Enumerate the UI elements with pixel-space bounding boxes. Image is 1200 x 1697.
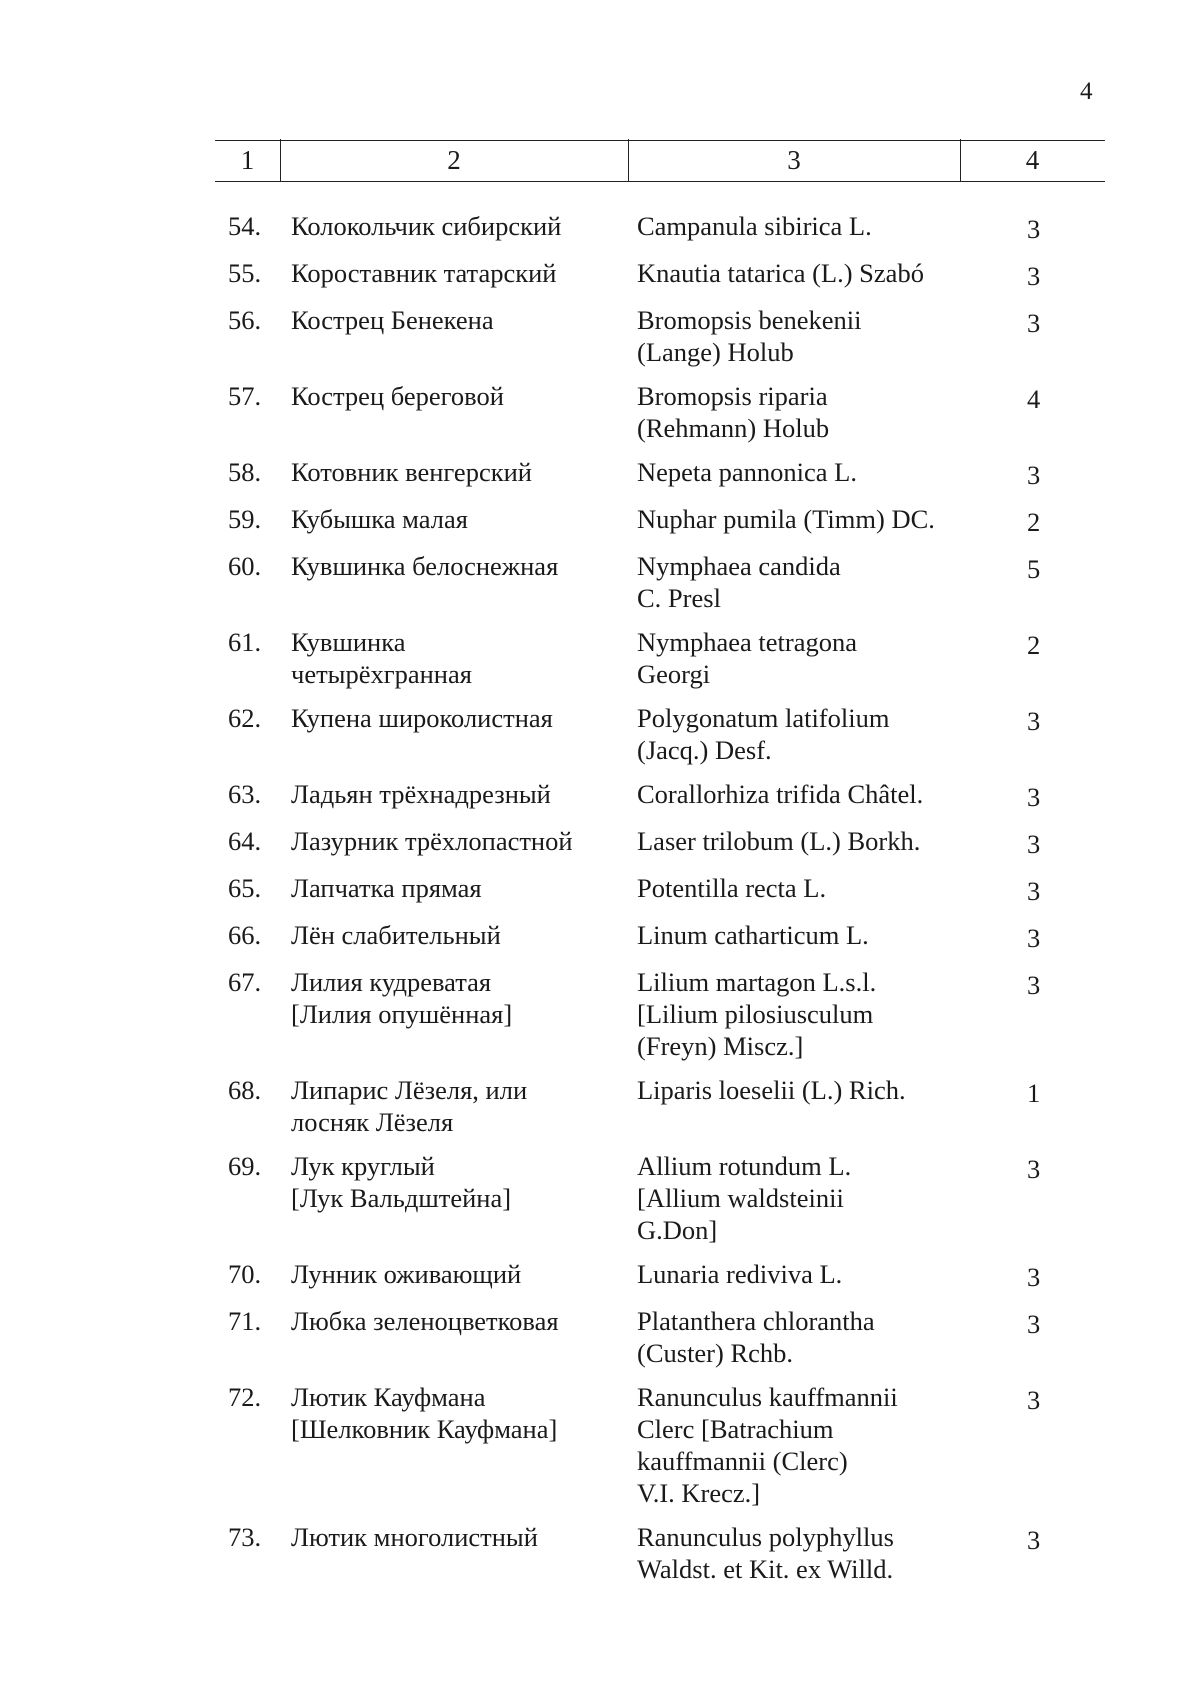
- column-header-3: 3: [787, 145, 801, 175]
- category: 3: [1027, 782, 1041, 812]
- table-row: [228, 1258, 1108, 1293]
- category: 5: [1027, 554, 1041, 584]
- table-row: [228, 919, 1108, 954]
- latin-name: Ranunculus kauffmannii Clerc [Batrachium kauffmannii (Clerc) V.I. Krecz.]: [637, 1382, 898, 1508]
- row-number: 62.: [228, 703, 262, 733]
- category: 3: [1027, 214, 1041, 244]
- row-number: 66.: [228, 920, 262, 950]
- russian-name: Короставник татарский: [291, 258, 557, 288]
- table-row: [228, 1074, 1108, 1138]
- row-number: 59.: [228, 504, 262, 534]
- latin-name: Allium rotundum L. [Allium waldsteinii G.Don]: [637, 1151, 852, 1245]
- row-number: 60.: [228, 551, 262, 581]
- table-row: [228, 778, 1108, 813]
- table-row: [228, 1150, 1108, 1246]
- row-number: 55.: [228, 258, 262, 288]
- latin-name: Lunaria rediviva L.: [637, 1259, 843, 1289]
- latin-name: Bromopsis riparia (Rehmann) Holub: [637, 381, 830, 443]
- latin-name: Corallorhiza trifida Châtel.: [637, 779, 924, 809]
- russian-name: Кострец Бенекена: [291, 305, 494, 335]
- latin-name: Laser trilobum (L.) Borkh.: [637, 826, 921, 856]
- row-number: 64.: [228, 826, 262, 856]
- table-row: [228, 456, 1108, 491]
- table-row: [228, 210, 1108, 245]
- table-row: [228, 380, 1108, 444]
- category: 3: [1027, 876, 1041, 906]
- russian-name: Лилия кудреватая [Лилия опушённая]: [291, 967, 513, 1029]
- table-row: [228, 550, 1108, 614]
- category: 3: [1027, 1154, 1041, 1184]
- row-number: 72.: [228, 1382, 262, 1412]
- russian-name: Кувшинка четырёхгранная: [291, 627, 472, 689]
- latin-name: Nymphaea candida C. Presl: [637, 551, 841, 613]
- table-row: [228, 626, 1108, 690]
- page-number: 4: [1080, 78, 1093, 105]
- russian-name: Купена широколистная: [291, 703, 553, 733]
- category: 1: [1027, 1078, 1041, 1108]
- column-header-1: 1: [240, 145, 255, 175]
- column-header-2: 2: [447, 145, 461, 175]
- russian-name: Лунник оживающий: [291, 1259, 522, 1289]
- russian-name: Лазурник трёхлопастной: [291, 826, 573, 856]
- table-row: [228, 1381, 1108, 1509]
- table-row: [228, 257, 1108, 292]
- latin-name: Nuphar pumila (Timm) DC.: [637, 504, 935, 534]
- category: 4: [1027, 384, 1041, 414]
- russian-name: Кубышка малая: [291, 504, 468, 534]
- row-number: 67.: [228, 967, 262, 997]
- category: 3: [1027, 1525, 1041, 1555]
- latin-name: Nepeta pannonica L.: [637, 457, 857, 487]
- table-row: [228, 872, 1108, 907]
- table-row: [228, 702, 1108, 766]
- table-row: [228, 503, 1108, 538]
- category: 3: [1027, 308, 1041, 338]
- latin-name: Bromopsis benekenii (Lange) Holub: [637, 305, 862, 367]
- latin-name: Polygonatum latifolium (Jacq.) Desf.: [637, 703, 890, 765]
- row-number: 71.: [228, 1306, 262, 1336]
- latin-name: Potentilla recta L.: [637, 873, 827, 903]
- row-number: 61.: [228, 627, 262, 657]
- species-table-body: [228, 210, 1108, 1597]
- russian-name: Лён слабительный: [291, 920, 501, 950]
- latin-name: Ranunculus polyphyllus Waldst. et Kit. ex Willd.: [637, 1522, 894, 1584]
- latin-name: Campanula sibirica L.: [637, 211, 872, 241]
- category: 3: [1027, 1309, 1041, 1339]
- russian-name: Колокольчик сибирский: [291, 211, 562, 241]
- row-number: 57.: [228, 381, 262, 411]
- row-number: 73.: [228, 1522, 262, 1552]
- column-header-4: 4: [1025, 145, 1040, 175]
- row-number: 68.: [228, 1075, 262, 1105]
- category: 3: [1027, 1262, 1041, 1292]
- row-number: 65.: [228, 873, 262, 903]
- category: 2: [1027, 507, 1041, 537]
- category: 3: [1027, 261, 1041, 291]
- category: 2: [1027, 630, 1041, 660]
- row-number: 63.: [228, 779, 262, 809]
- russian-name: Лук круглый [Лук Вальдштейна]: [291, 1151, 512, 1213]
- category: 3: [1027, 970, 1041, 1000]
- row-number: 54.: [228, 211, 262, 241]
- latin-name: Nymphaea tetragona Georgi: [637, 627, 857, 689]
- russian-name: Лютик Кауфмана [Шелковник Кауфмана]: [291, 1382, 558, 1444]
- russian-name: Котовник венгерский: [291, 457, 532, 487]
- russian-name: Кувшинка белоснежная: [291, 551, 559, 581]
- row-number: 70.: [228, 1259, 262, 1289]
- row-number: 58.: [228, 457, 262, 487]
- category: 3: [1027, 1385, 1041, 1415]
- latin-name: Liparis loeselii (L.) Rich.: [637, 1075, 906, 1105]
- category: 3: [1027, 706, 1041, 736]
- table-row: [228, 1305, 1108, 1369]
- russian-name: Кострец береговой: [291, 381, 504, 411]
- russian-name: Любка зеленоцветковая: [291, 1306, 559, 1336]
- table-row: [228, 966, 1108, 1062]
- table-row: [228, 825, 1108, 860]
- row-number: 69.: [228, 1151, 262, 1181]
- russian-name: Липарис Лёзеля, или лосняк Лёзеля: [291, 1075, 528, 1137]
- category: 3: [1027, 923, 1041, 953]
- latin-name: Platanthera chlorantha (Custer) Rchb.: [637, 1306, 875, 1368]
- category: 3: [1027, 829, 1041, 859]
- latin-name: Lilium martagon L.s.l. [Lilium pilosiusculum (Freyn) Miscz.]: [637, 967, 877, 1061]
- table-header: [215, 140, 1105, 182]
- latin-name: Knautia tatarica (L.) Szabó: [637, 258, 924, 288]
- category: 3: [1027, 460, 1041, 490]
- russian-name: Ладьян трёхнадрезный: [291, 779, 551, 809]
- russian-name: Лютик многолистный: [291, 1522, 538, 1552]
- russian-name: Лапчатка прямая: [291, 873, 482, 903]
- latin-name: Linum catharticum L.: [637, 920, 869, 950]
- table-row: [228, 304, 1108, 368]
- table-row: [228, 1521, 1108, 1585]
- row-number: 56.: [228, 305, 262, 335]
